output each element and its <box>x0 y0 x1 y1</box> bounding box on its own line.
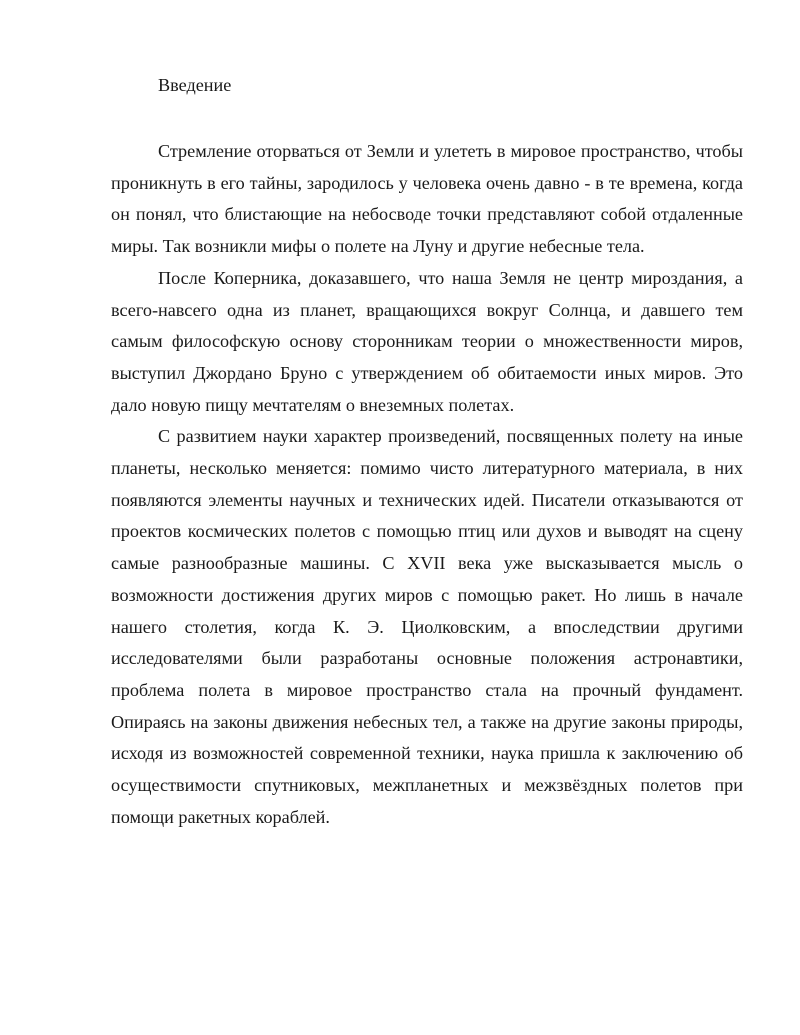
paragraph-science: С развитием науки характер произведений, посвященных полету на иные планеты, несколько меняется: помимо чисто литературного материала, в них появляются элементы научных и технических идей. Писатели отказываются от проектов космических полетов с помощью птиц или духов и выводят на сцену самые разнообразные машины. С XVII века уже высказывается мысль о возможности достижения других миров с помощью ракет. Но лишь в начале нашего столетия, когда К. Э. Циолковским, а впоследствии другими исследователями были разработаны основные положения астронавтики, проблема полета в мировое пространство стала на прочный фундамент. Опираясь на законы движения небесных тел, а также на другие законы природы, исходя из возможностей современной техники, наука пришла к заключению об осуществимости спутниковых, межпланетных и межзвёздных полетов при помощи ракетных кораблей. <box>111 426 743 827</box>
paragraph-copernicus: После Коперника, доказавшего, что наша Земля не центр мироздания, а всего-навсего одна из планет, вращающихся вокруг Солнца, и давшего тем самым философскую основу сторонникам теории о множественности миров, выступил Джордано Бруно с утверждением об обитаемости иных миров. Это дало новую пищу мечтателям о внеземных полетах. <box>111 267 743 415</box>
document-body <box>111 136 743 833</box>
paragraph-intro: Стремление оторваться от Земли и улететь в мировое пространство, чтобы проникнуть в его тайны, зародилось у человека очень давно - в те времена, когда он понял, что блистающие на небосводе точки представляют собой отдаленные миры. Так возникли мифы о полете на Луну и другие небесные тела. <box>111 141 743 257</box>
document-heading: Введение <box>158 75 232 95</box>
